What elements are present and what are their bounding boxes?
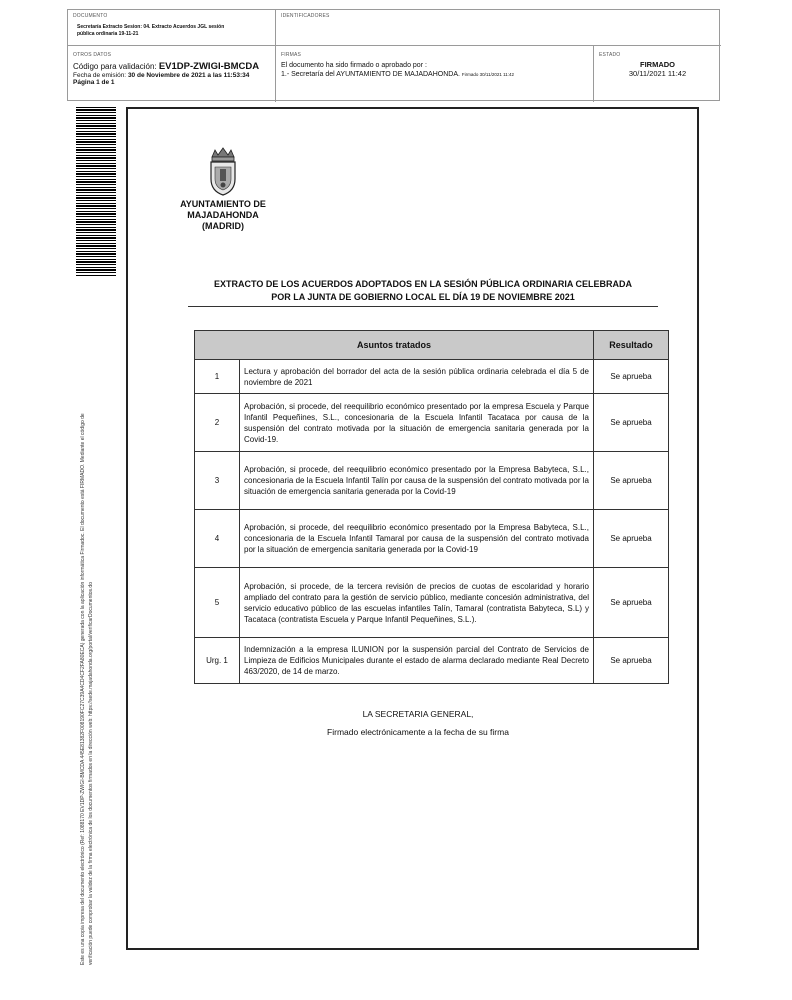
row-number: 5 xyxy=(195,568,240,638)
identificadores-cell xyxy=(276,10,721,46)
row-subject: Lectura y aprobación del borrador del acta de la sesión pública ordinaria celebrada el día 5 de noviembre de 2021 xyxy=(240,360,594,394)
fecha-value: 30 de Noviembre de 2021 a las 11:53:34 xyxy=(127,72,250,79)
table-header-row xyxy=(195,331,669,360)
documento-cell xyxy=(68,10,276,46)
side-verification-text-1: Este es una copia impresa del documento electrónico (Ref: 1088170 EV1DP-ZWIGI-BMCDA 445E81382F008190FC27C39A4CD4CF2FA80ECA) generada con la aplicación informática Firmadoc. El documento está FIRMADO. Mediante el código de xyxy=(80,413,86,965)
row-subject: Aprobación, si procede, del reequilibrio económico presentado por la empresa Escuela y Parque Infantil Pequeñines, S.L., concesionaria de la Escuela Infantil Tacataca por causa de la suspensión del contrato motivada por la situación de emergencia sanitaria generada por la Covid-19. xyxy=(240,394,594,452)
row-number: 2 xyxy=(195,394,240,452)
col-resultado-header: Resultado xyxy=(594,331,669,360)
row-subject: Indemnización a la empresa ILUNION por la suspensión parcial del Contrato de Servicios de Limpieza de Edificios Municipales durante el estado de alarma declarado mediante Real Decreto 463/2020, de 14 de marzo. xyxy=(240,638,594,684)
row-number: Urg. 1 xyxy=(195,638,240,684)
firmas-label: FIRMAS xyxy=(281,52,302,58)
title-line2: POR LA JUNTA DE GOBIERNO LOCAL EL DÍA 19 DE NOVIEMBRE 2021 xyxy=(271,292,575,302)
firmas-line2-wrap xyxy=(281,70,588,79)
firmas-line1: El documento ha sido firmado o aprobado por : xyxy=(281,62,427,69)
signature-title: LA SECRETARIA GENERAL, xyxy=(362,709,474,719)
organization-name xyxy=(148,199,298,232)
otros-datos-label: OTROS DATOS xyxy=(73,52,112,58)
identificadores-label: IDENTIFICADORES xyxy=(281,13,330,19)
row-result: Se aprueba xyxy=(594,452,669,510)
row-number: 3 xyxy=(195,452,240,510)
org-region: (MADRID) xyxy=(202,221,244,231)
fecha-emision xyxy=(73,72,270,79)
agenda-table xyxy=(194,330,669,684)
documento-title: Secretaría Extracto Sesion: 04. Extracto Acuerdos JGL sesión pública ordinaria 19-11-21 xyxy=(77,24,225,37)
row-number: 1 xyxy=(195,360,240,394)
codigo-validacion xyxy=(73,61,270,72)
document-page xyxy=(126,107,699,950)
row-subject: Aprobación, si procede, de la tercera revisión de precios de cuotas de escolaridad y horario ampliado del contrato para la gestión de servicio público, mediante concesión administrativa, del servicio educativo público de las escuelas infantiles Talín, Tamaral (contratista Babyteca, S.L) y Tacataca (contratista Escuela y Parque Infantil Pequeñines, S.L.). xyxy=(240,568,594,638)
page-title xyxy=(188,278,658,307)
page-indicator: Página 1 de 1 xyxy=(73,79,115,86)
firmas-line2: 1.- Secretaría del AYUNTAMIENTO DE MAJADAHONDA. xyxy=(281,71,460,78)
org-name-line1: AYUNTAMIENTO DE xyxy=(180,199,266,209)
barcode xyxy=(76,107,116,277)
estado-cell xyxy=(594,46,721,102)
estado-date: 30/11/2021 11:42 xyxy=(628,69,687,78)
signature-block xyxy=(278,705,558,741)
firmas-date: Firmado 30/11/2021 11:42 xyxy=(461,72,515,77)
table-row xyxy=(195,510,669,568)
row-number: 4 xyxy=(195,510,240,568)
codigo-prefix: Código para validación: xyxy=(73,62,157,71)
title-line1: EXTRACTO DE LOS ACUERDOS ADOPTADOS EN LA SESIÓN PÚBLICA ORDINARIA CELEBRADA xyxy=(213,279,633,289)
col-asuntos-header: Asuntos tratados xyxy=(195,331,594,360)
row-result: Se aprueba xyxy=(594,360,669,394)
document-header xyxy=(67,9,720,101)
estado-value: FIRMADO xyxy=(640,60,675,69)
row-result: Se aprueba xyxy=(594,510,669,568)
table-row xyxy=(195,394,669,452)
table-row xyxy=(195,568,669,638)
coat-of-arms-icon xyxy=(206,147,240,197)
row-subject: Aprobación, si procede, del reequilibrio económico presentado por la Empresa Babyteca, S.L., concesionaria de la Escuela Infantil Talín por causa de la suspensión del contrato motivada por la situación de emergencia sanitaria generada por la Covid-19 xyxy=(240,452,594,510)
fecha-prefix: Fecha de emisión: xyxy=(73,72,127,79)
otros-datos-cell xyxy=(68,46,276,102)
table-row xyxy=(195,638,669,684)
table-row xyxy=(195,360,669,394)
documento-label: DOCUMENTO xyxy=(73,13,108,19)
row-result: Se aprueba xyxy=(594,638,669,684)
row-result: Se aprueba xyxy=(594,394,669,452)
row-result: Se aprueba xyxy=(594,568,669,638)
codigo-value[interactable]: EV1DP-ZWIGI-BMCDA xyxy=(158,61,260,72)
signature-note: Firmado electrónicamente a la fecha de su firma xyxy=(327,727,509,737)
row-subject: Aprobación, si procede, del reequilibrio económico presentado por la Empresa Babyteca, S.L., concesionaria de la Escuela Infantil Tamaral por causa de la suspensión del contrato motivada por la situación de emergencia sanitaria generada por la Covid-19 xyxy=(240,510,594,568)
firmas-text xyxy=(281,61,588,79)
table-row xyxy=(195,452,669,510)
org-name-line2: MAJADAHONDA xyxy=(187,210,259,220)
estado-label: ESTADO xyxy=(599,52,621,58)
side-verification-text-2: verificación puede comprobar la validez de la firma electrónica de los documentos firmados en la dirección web: https://sede.majadahonda.org/portal/verificarDocumentos.do xyxy=(88,582,94,965)
firmas-cell xyxy=(276,46,594,102)
